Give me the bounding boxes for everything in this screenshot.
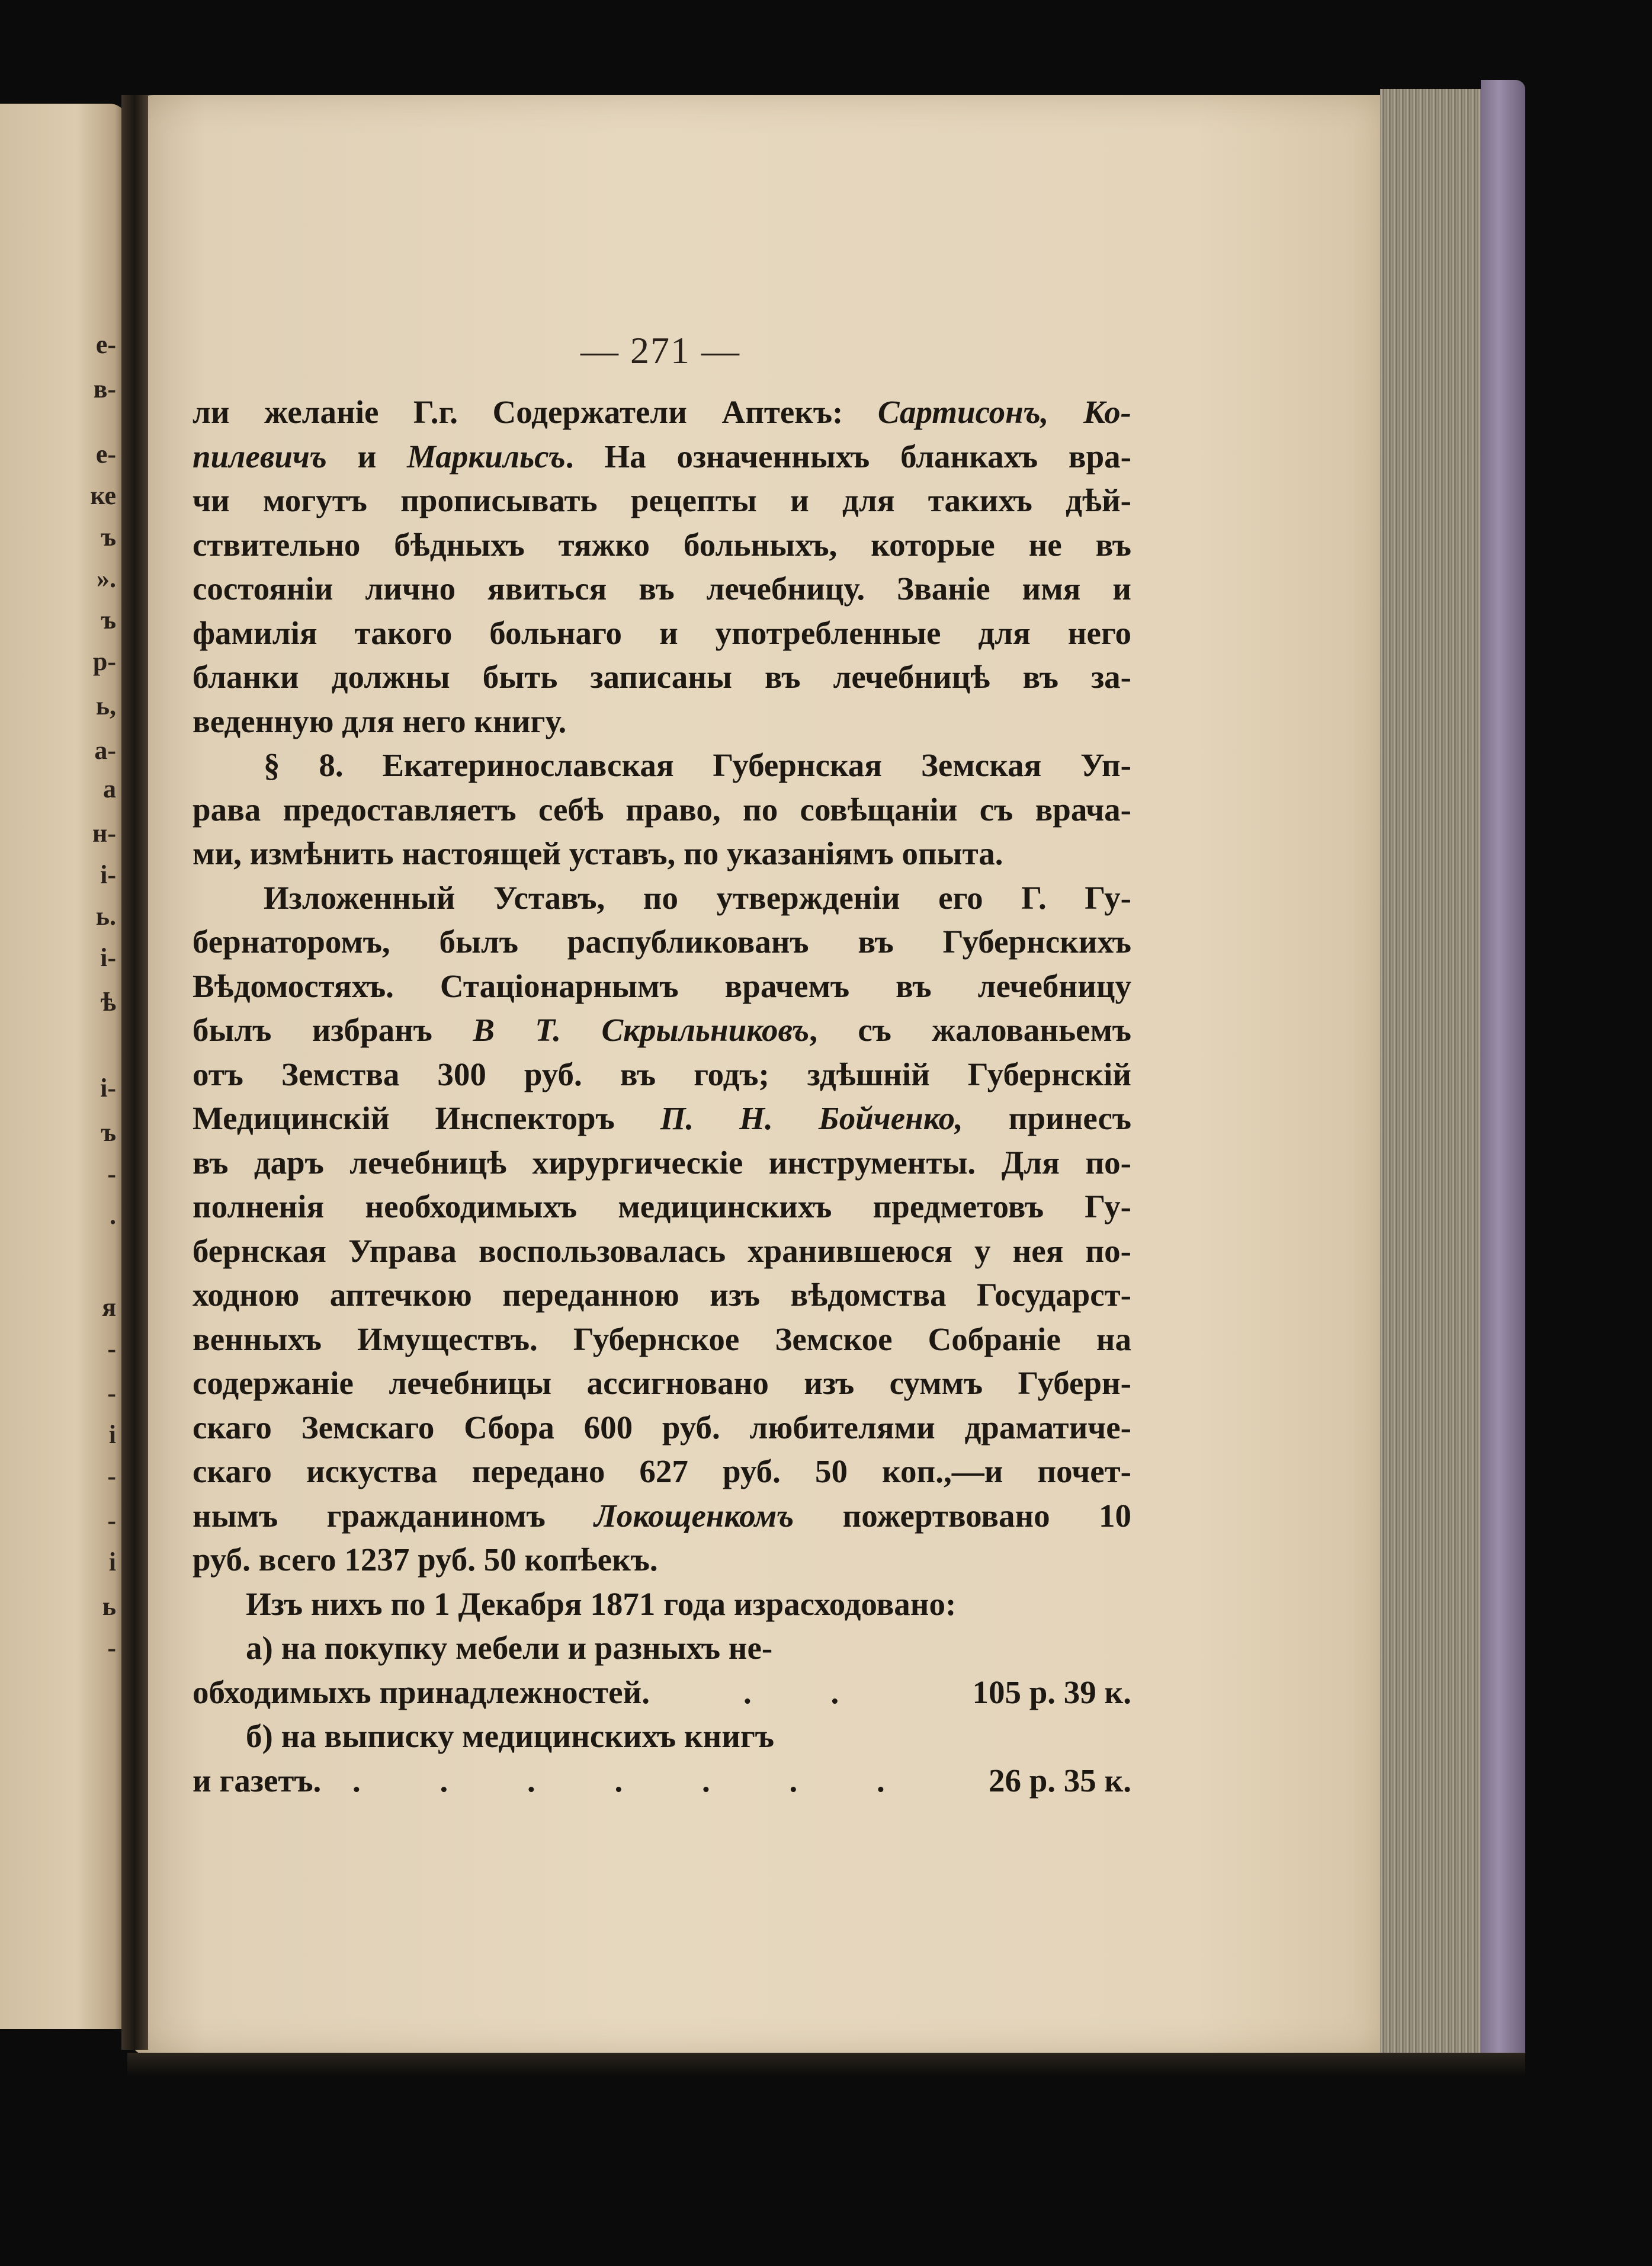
expense-line [193,1759,1131,1802]
left-facing-page [0,104,127,2029]
left-page-fragment: р- [92,647,116,676]
left-page-fragment: я [102,1293,116,1322]
left-page-fragment: і [108,1547,116,1576]
expense-amount: 26 р. 35 к. [988,1762,1131,1799]
italic-name: Маркильсъ [407,438,566,475]
text-run: отъ Земства 300 руб. въ годъ; здѣшній Губернскій [193,1056,1131,1092]
italic-name: Локощенкомъ [594,1497,794,1534]
left-page-fragment: і [108,1420,116,1449]
left-page-fragment: - [107,1379,116,1408]
text-run: ми, измѣнить настоящей уставъ, по указаніямъ опыта. [193,835,1003,871]
text-line [193,1318,1131,1361]
text-line [193,1053,1131,1096]
left-page-fragment: ь. [95,902,116,931]
text-line [193,700,1131,743]
text-run: полненія необходимыхъ медицинскихъ предметовъ Гу- [193,1188,1131,1225]
left-page-fragment: - [107,1506,116,1535]
text-line [193,965,1131,1008]
text-run: былъ избранъ [193,1012,473,1048]
text-line [193,1362,1131,1405]
text-run: пожертвовано 10 [794,1497,1131,1534]
left-page-fragment: і- [100,860,116,889]
book-cover-edge [1481,80,1525,2068]
text-line [193,612,1131,655]
text-run: ходною аптечкою переданною изъ вѣдомства Государст- [193,1277,1131,1313]
text-run: скаго Земскаго Сбора 600 руб. любителями драматиче- [193,1409,1131,1446]
left-page-fragment: ѣ [100,988,116,1017]
text-line [193,1450,1131,1493]
left-page-fragment: і- [100,1073,116,1102]
text-line [193,921,1131,963]
left-page-fragment: е- [95,330,116,359]
left-page-fragment: - [107,1334,116,1363]
text-run: . На означенныхъ бланкахъ вра- [565,438,1131,475]
text-line [193,435,1131,478]
left-page-fragment: в- [93,374,116,403]
left-page-fragment: ». [97,564,116,593]
text-run: веденную для него книгу. [193,703,567,739]
left-page-fragment: ъ [101,605,116,634]
text-run: бернаторомъ, былъ распубликованъ въ Губернскихъ [193,924,1131,960]
text-line [193,479,1131,522]
expense-intro: б) на выписку медицинскихъ книгъ [246,1718,774,1754]
text-line [193,1185,1131,1228]
text-run: ствительно бѣдныхъ тяжко больныхъ, которые не въ [193,526,1131,563]
text-line [193,391,1131,434]
text-run: , съ жалованьемъ [809,1012,1131,1048]
left-page-fragment: - [107,1461,116,1491]
text-run: рава предоставляетъ себѣ право, по совѣщаніи съ врача- [193,791,1131,828]
text-line [193,1539,1131,1581]
leader-dots: . . [743,1674,875,1710]
text-run: Изъ нихъ по 1 Декабря 1871 года израсходовано: [246,1585,957,1622]
text-line [193,1230,1131,1273]
bottom-shadow [127,2053,1525,2076]
text-run: Изложенный Уставъ, по утвержденіи его Г. Гу- [264,879,1131,916]
text-run: а) на покупку мебели и разныхъ не- [246,1630,773,1666]
text-run: Вѣдомостяхъ. Стаціонарнымъ врачемъ въ лечебницу [193,967,1131,1004]
page-number: — 271 — [580,329,740,371]
text-run: § 8. Екатеринославская Губернская Земская Уп- [264,747,1131,783]
left-page-fragment: ъ [101,523,116,552]
text-run: Медицинскій Инспекторъ [193,1100,660,1136]
expense-item: обходимыхъ принадлежностей. [193,1674,650,1710]
text-line [193,1142,1131,1184]
text-line [193,1495,1131,1537]
text-line [193,832,1131,875]
text-line [193,789,1131,831]
italic-name: Сартисонъ, Ко- [877,394,1131,430]
expense-amount: 105 р. 39 к. [972,1674,1131,1710]
left-page-fragment: е- [95,440,116,469]
left-page-fragment: і- [100,943,116,972]
text-line [193,568,1131,610]
page-block-edges [1380,89,1493,2056]
text-line [193,524,1131,566]
italic-name: П. Н. Бойченко, [660,1100,963,1136]
text-run: ли желаніе Г.г. Содержатели Аптекъ: [193,394,878,430]
left-page-fragment: . [110,1201,116,1230]
text-line [193,1274,1131,1316]
text-run: принесъ [963,1100,1131,1136]
text-run: въ даръ лечебницѣ хирургическіе инструменты. Для по- [193,1144,1131,1181]
text-run: состояніи лично явиться въ лечебницу. Званіе имя и [193,570,1131,607]
italic-name: В Т. Скрыльниковъ [473,1012,810,1048]
text-run: содержаніе лечебницы ассигновано изъ суммъ Губерн- [193,1365,1131,1401]
left-page-fragment: а [103,774,116,803]
expense-item: и газетъ. [193,1762,322,1799]
left-page-fragment: н- [92,819,116,848]
italic-name: пилевичъ [193,438,327,475]
text-line [193,656,1131,698]
text-run: бланки должны быть записаны въ лечебницѣ въ за- [193,659,1131,695]
left-page-fragment: ъ [101,1118,116,1147]
left-page-text-fragments [0,104,124,2029]
text-line [193,1627,1131,1669]
left-page-fragment: а- [94,736,116,765]
left-page-fragment: ь, [95,691,116,720]
text-line [193,1583,1131,1626]
left-page-fragment: - [107,1159,116,1188]
left-page-fragment: ь [102,1592,116,1621]
text-run: венныхъ Имуществъ. Губернское Земское Собраніе на [193,1321,1131,1357]
text-line [193,1009,1131,1052]
text-run: и [326,438,408,475]
expense-line [193,1671,1131,1714]
text-run: руб. всего 1237 руб. 50 копѣекъ. [193,1541,658,1578]
text-run: нымъ гражданиномъ [193,1497,595,1534]
text-line [193,1406,1131,1449]
text-line [193,1097,1131,1140]
leader-dots: . . . . . . . [352,1762,920,1799]
text-line [193,744,1131,787]
left-page-fragment: ке [90,481,116,510]
text-line [193,877,1131,919]
text-run: фамилія такого больнаго и употребленные для него [193,614,1131,651]
text-run: скаго искуства передано 627 руб. 50 коп.,—и почет- [193,1453,1131,1489]
left-page-fragment: - [107,1633,116,1662]
text-run: бернская Управа воспользовалась хранившеюся у нея по- [193,1232,1131,1269]
book-gutter [121,95,148,2050]
text-run: чи могутъ прописывать рецепты и для такихъ дѣй- [193,482,1131,518]
